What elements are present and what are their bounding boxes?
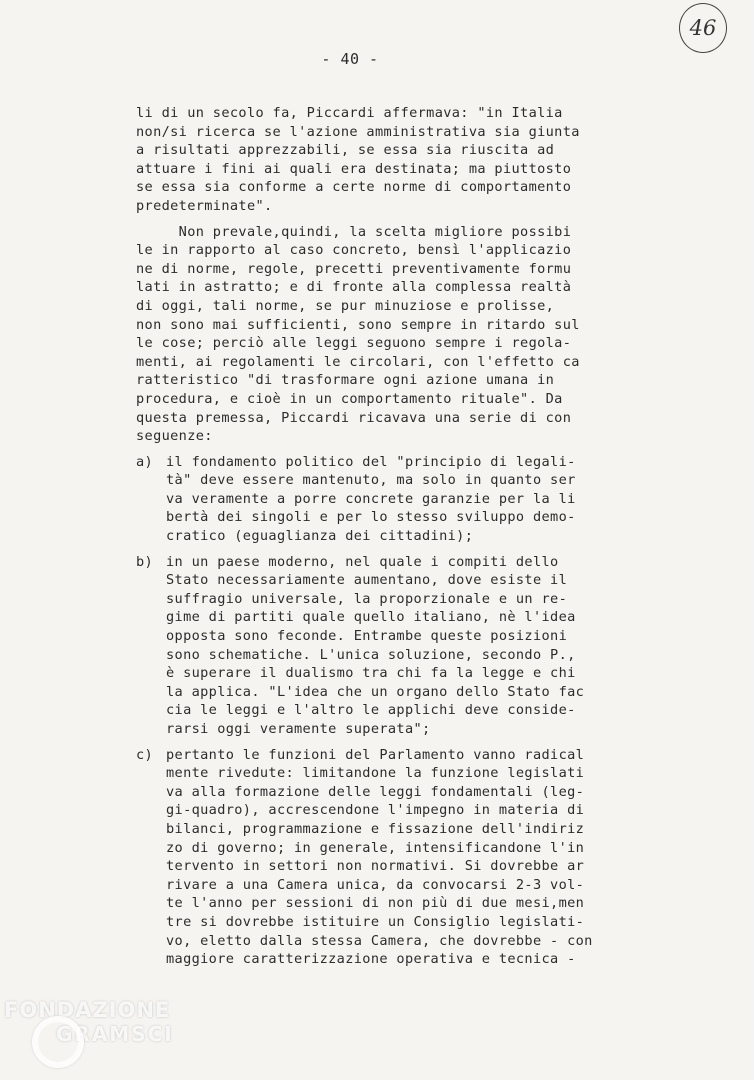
watermark-logo-icon [32,1016,84,1068]
text-line: tre si dovrebbe istituire un Consiglio legislati- [166,913,585,930]
text-line: Stato necessariamente aumentano, dove esiste il [166,572,568,589]
text-line: è superare il dualismo tra chi fa la legge e chi [166,665,576,682]
text-line: questa premessa, Piccardi ricavava una serie di con [136,409,572,426]
text-line: bilanci, programmazione e fissazione dell'indiriz [166,820,585,837]
list-marker: b) [136,553,154,570]
text-line: lati in astratto; e di fronte alla complessa realtà [136,279,572,296]
text-line: va veramente a porre concrete garanzie per la li [166,490,576,507]
list-marker: c) [136,746,154,763]
text-line: opposta sono feconde. Entrambe queste posizioni [166,628,568,645]
text-line: Non prevale,quindi, la scelta migliore possibi [136,223,572,240]
text-line: suffragio universale, la proporzionale e un re- [166,590,568,607]
list-item-c [136,746,636,969]
text-line: di oggi, tali norme, se pur minuziose e prolisse, [136,297,555,314]
text-line: te l'anno per sessioni di non più di due mesi,men [166,895,585,912]
text-line: se essa sia conforme a certe norme di comportamento [136,179,572,196]
text-line: non/si ricerca se l'azione amministrativa sia giunta [136,123,580,140]
text-line: le cose; perciò alle leggi seguono sempre i regola- [136,335,572,352]
text-line: gi-quadro), accrescendone l'impegno in materia di [166,802,585,819]
text-line: predeterminate". [136,197,273,214]
text-line: gime di partiti quale quello italiano, nè l'idea [166,609,576,626]
text-line: seguenze: [136,428,213,445]
text-line: procedura, e cioè in un comportamento rituale". Da [136,390,563,407]
text-line: tà" deve essere mantenuto, ma solo in quanto ser [166,472,576,489]
text-line: va alla formazione delle leggi fondamentali (leg- [166,783,585,800]
paragraph-2 [136,223,636,446]
text-line: tervento in settori non normativi. Si dovrebbe ar [166,858,585,875]
watermark-line-1: FONDAZIONE [4,998,171,1022]
list-item-a [136,453,636,546]
text-line: non sono mai sufficienti, sono sempre in ritardo sul [136,316,580,333]
watermark-line-2: GRAMSCI [56,1022,174,1046]
text-line: sono schematiche. L'unica soluzione, secondo P., [166,646,576,663]
text-line: il fondamento politico del "principio di legali- [166,453,576,470]
text-line: ne di norme, regole, precetti preventivamente formu [136,260,572,277]
fondazione-gramsci-watermark [4,998,174,1046]
text-line: le in rapporto al caso concreto, bensì l'applicazio [136,242,572,259]
folio-number: 46 [679,3,727,53]
text-line: zo di governo; in generale, intensificandone l'in [166,839,585,856]
text-line: mente rivedute: limitandone la funzione legislati [166,765,585,782]
text-line: vo, eletto dalla stessa Camera, che dovrebbe - con [166,932,593,949]
text-line: a risultati apprezzabili, se essa sia riuscita ad [136,142,555,159]
text-line: li di un secolo fa, Piccardi affermava: "in Italia [136,105,563,121]
text-line: la applica. "L'idea che un organo dello Stato fac [166,683,585,700]
paragraph-1 [136,104,636,216]
text-line: cratico (eguaglianza dei cittadini); [166,528,474,545]
text-line: attuare i fini ai quali era destinata; ma piuttosto [136,160,572,177]
body-text [136,104,636,969]
text-line: rarsi oggi veramente superata"; [166,721,431,737]
page-number: - 40 - [321,50,379,68]
text-line: in un paese moderno, nel quale i compiti dello [166,553,559,570]
text-line: pertanto le funzioni del Parlamento vanno radical [166,746,585,763]
text-line: menti, ai regolamenti le circolari, con l'effetto ca [136,353,580,370]
text-line: rivare a una Camera unica, da convocarsi 2-3 vol- [166,876,585,893]
text-line: bertà dei singoli e per lo stesso sviluppo demo- [166,509,576,526]
text-line: ratteristico "di trasformare ogni azione umana in [136,372,555,389]
list-marker: a) [136,453,154,470]
list-item-b [136,553,636,739]
text-line: maggiore caratterizzazione operativa e tecnica - [166,951,576,968]
text-line: cia le leggi e l'altro le applichi deve conside- [166,702,576,719]
